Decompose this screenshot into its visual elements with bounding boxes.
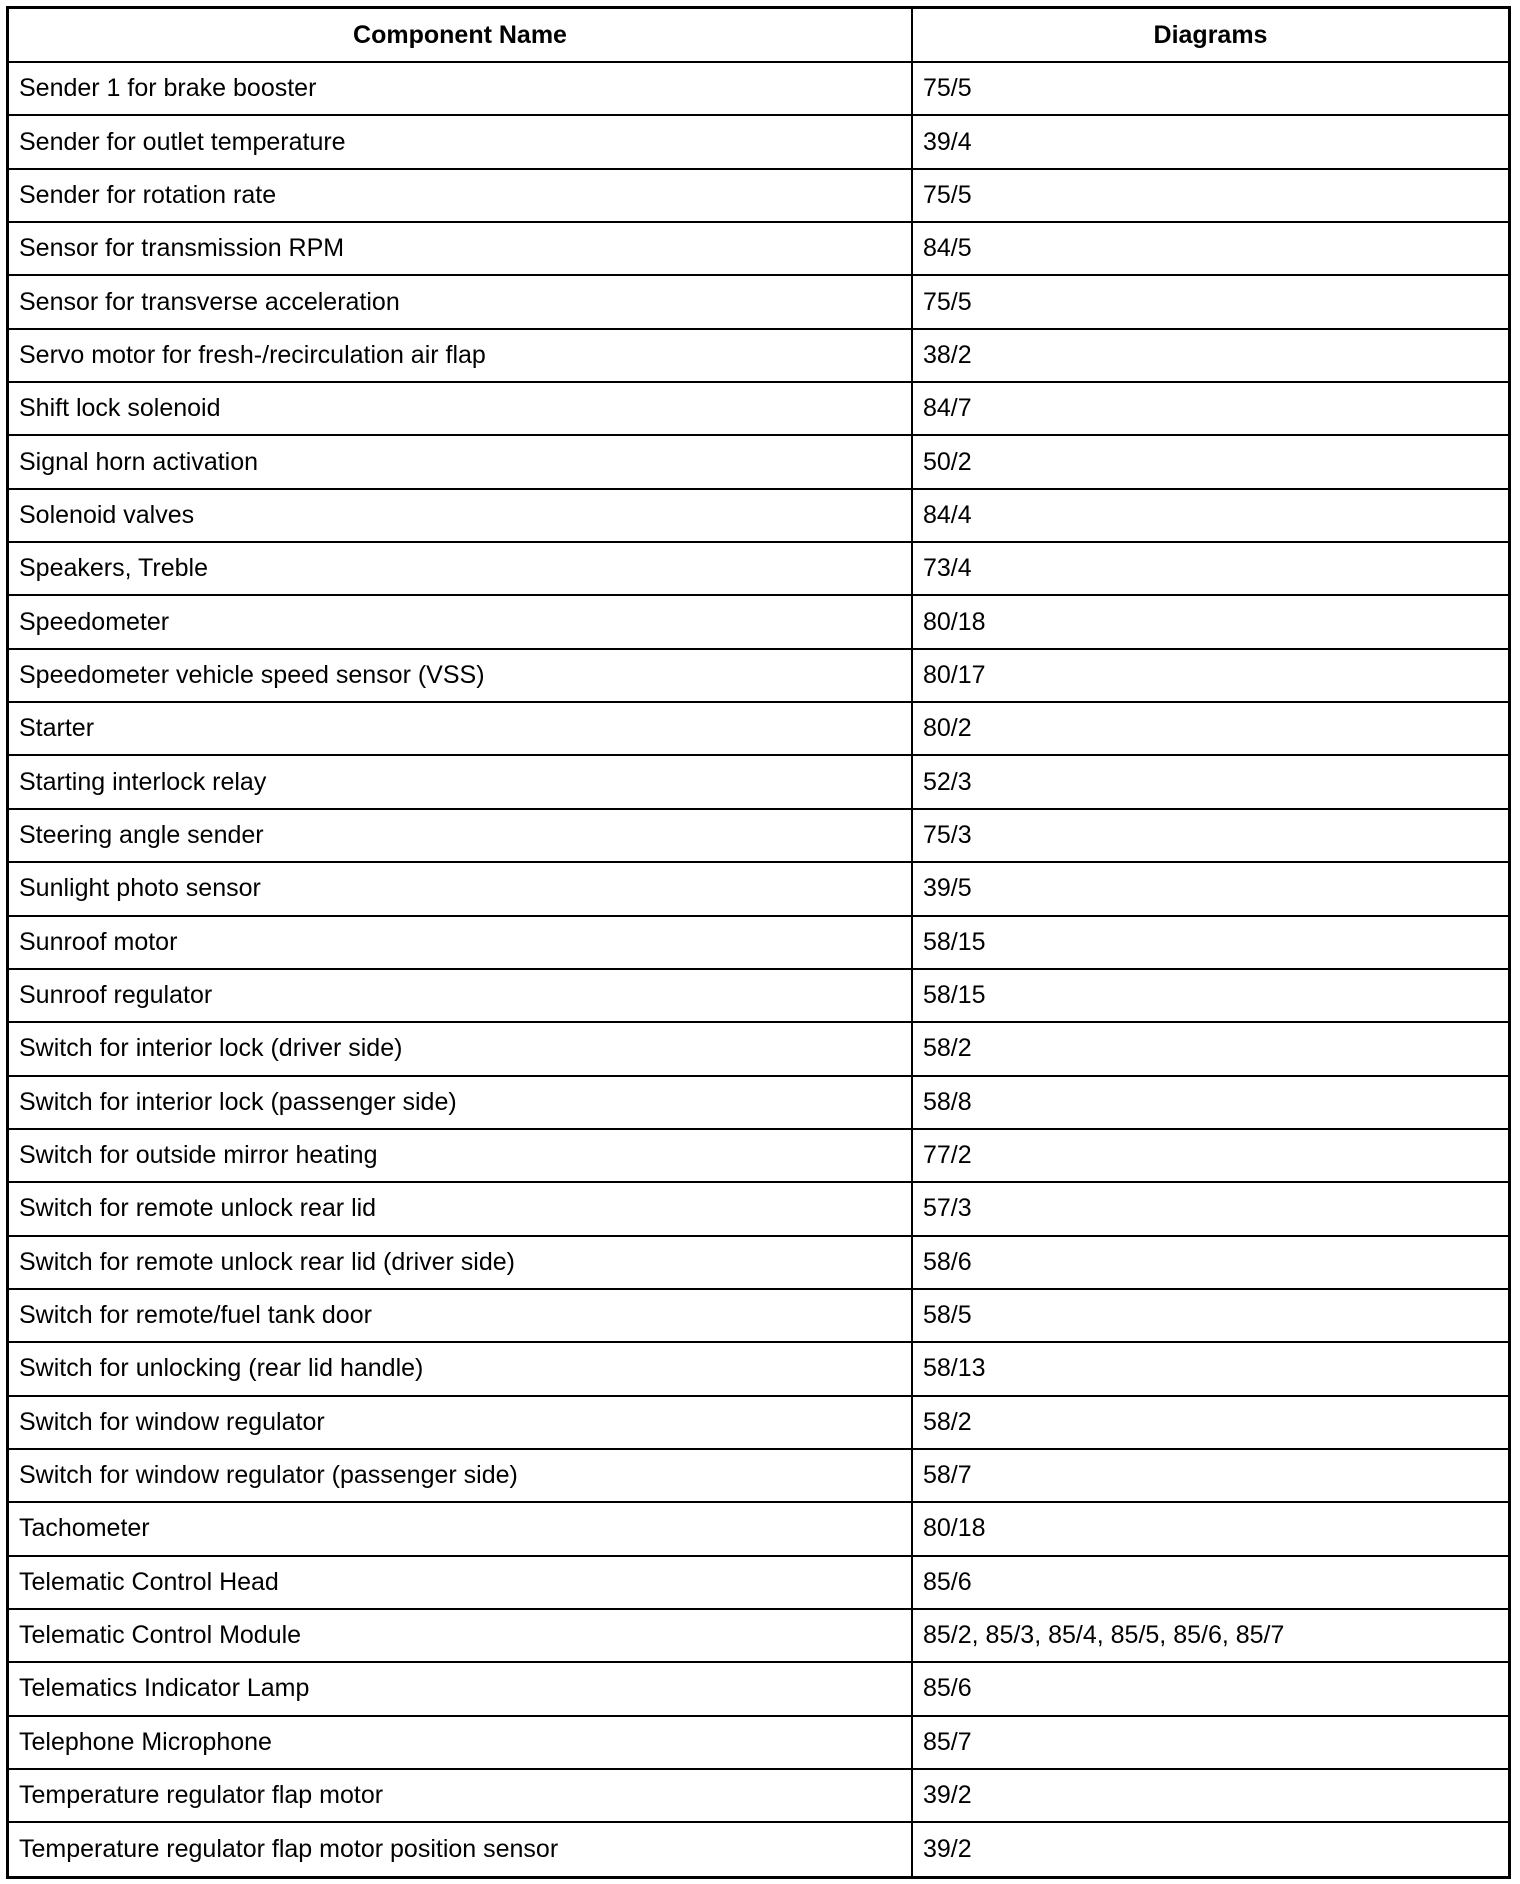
- diagrams-cell: 84/4: [912, 489, 1508, 542]
- diagrams-cell: 39/5: [912, 862, 1508, 915]
- table-row: [9, 1609, 1508, 1662]
- table-row: [9, 1289, 1508, 1342]
- component-name-cell: Switch for outside mirror heating: [9, 1129, 912, 1182]
- table-row: [9, 275, 1508, 328]
- table-row: [9, 916, 1508, 969]
- diagrams-cell: 84/5: [912, 222, 1508, 275]
- table-row: [9, 382, 1508, 435]
- table-row: [9, 649, 1508, 702]
- diagrams-cell: 75/5: [912, 169, 1508, 222]
- table-row: [9, 115, 1508, 168]
- table-row: [9, 1236, 1508, 1289]
- diagrams-cell: 58/8: [912, 1076, 1508, 1129]
- header-component-name: Component Name: [9, 9, 912, 62]
- component-name-cell: Telephone Microphone: [9, 1716, 912, 1769]
- table-row: [9, 222, 1508, 275]
- diagrams-cell: 80/18: [912, 595, 1508, 648]
- diagrams-cell: 80/17: [912, 649, 1508, 702]
- diagrams-cell: 39/4: [912, 115, 1508, 168]
- diagrams-cell: 85/2, 85/3, 85/4, 85/5, 85/6, 85/7: [912, 1609, 1508, 1662]
- table-row: [9, 1822, 1508, 1876]
- component-name-cell: Switch for remote unlock rear lid: [9, 1182, 912, 1235]
- diagrams-cell: 75/5: [912, 62, 1508, 115]
- table-row: [9, 489, 1508, 542]
- header-row: [9, 9, 1508, 62]
- diagrams-cell: 80/2: [912, 702, 1508, 755]
- component-name-cell: Speedometer vehicle speed sensor (VSS): [9, 649, 912, 702]
- component-name-cell: Telematics Indicator Lamp: [9, 1662, 912, 1715]
- component-name-cell: Signal horn activation: [9, 435, 912, 488]
- table-row: [9, 62, 1508, 115]
- table-row: [9, 595, 1508, 648]
- component-name-cell: Starting interlock relay: [9, 755, 912, 808]
- component-name-cell: Telematic Control Head: [9, 1556, 912, 1609]
- table-row: [9, 1556, 1508, 1609]
- table-row: [9, 1502, 1508, 1555]
- diagrams-cell: 58/15: [912, 969, 1508, 1022]
- component-name-cell: Temperature regulator flap motor: [9, 1769, 912, 1822]
- component-name-cell: Temperature regulator flap motor position sensor: [9, 1822, 912, 1876]
- table-row: [9, 862, 1508, 915]
- table-row: [9, 435, 1508, 488]
- table-row: [9, 1076, 1508, 1129]
- diagrams-cell: 58/15: [912, 916, 1508, 969]
- table-row: [9, 1662, 1508, 1715]
- component-name-cell: Solenoid valves: [9, 489, 912, 542]
- table-body: [9, 62, 1508, 1876]
- component-name-cell: Tachometer: [9, 1502, 912, 1555]
- component-name-cell: Sunroof motor: [9, 916, 912, 969]
- component-name-cell: Switch for interior lock (passenger side): [9, 1076, 912, 1129]
- diagrams-cell: 52/3: [912, 755, 1508, 808]
- component-table-frame: [6, 6, 1511, 1879]
- component-name-cell: Sunlight photo sensor: [9, 862, 912, 915]
- diagrams-cell: 84/7: [912, 382, 1508, 435]
- component-name-cell: Starter: [9, 702, 912, 755]
- table-row: [9, 329, 1508, 382]
- table-row: [9, 1342, 1508, 1395]
- diagrams-cell: 39/2: [912, 1822, 1508, 1876]
- table-row: [9, 1769, 1508, 1822]
- component-name-cell: Sensor for transverse acceleration: [9, 275, 912, 328]
- component-name-cell: Telematic Control Module: [9, 1609, 912, 1662]
- diagrams-cell: 85/6: [912, 1556, 1508, 1609]
- header-diagrams: Diagrams: [912, 9, 1508, 62]
- component-name-cell: Speedometer: [9, 595, 912, 648]
- diagrams-cell: 58/7: [912, 1449, 1508, 1502]
- diagrams-cell: 75/3: [912, 809, 1508, 862]
- table-row: [9, 542, 1508, 595]
- table-header: [9, 9, 1508, 62]
- diagrams-cell: 38/2: [912, 329, 1508, 382]
- table-row: [9, 1449, 1508, 1502]
- diagrams-cell: 85/6: [912, 1662, 1508, 1715]
- diagrams-cell: 80/18: [912, 1502, 1508, 1555]
- diagrams-cell: 58/13: [912, 1342, 1508, 1395]
- component-name-cell: Sender for rotation rate: [9, 169, 912, 222]
- table-row: [9, 969, 1508, 1022]
- component-name-cell: Switch for window regulator (passenger side): [9, 1449, 912, 1502]
- table-row: [9, 755, 1508, 808]
- component-diagram-table: [9, 9, 1508, 1876]
- table-row: [9, 169, 1508, 222]
- component-name-cell: Sensor for transmission RPM: [9, 222, 912, 275]
- component-name-cell: Steering angle sender: [9, 809, 912, 862]
- table-row: [9, 702, 1508, 755]
- diagrams-cell: 58/2: [912, 1022, 1508, 1075]
- component-name-cell: Sunroof regulator: [9, 969, 912, 1022]
- diagrams-cell: 77/2: [912, 1129, 1508, 1182]
- diagrams-cell: 58/6: [912, 1236, 1508, 1289]
- component-name-cell: Switch for window regulator: [9, 1396, 912, 1449]
- component-name-cell: Switch for remote unlock rear lid (driver side): [9, 1236, 912, 1289]
- diagrams-cell: 58/2: [912, 1396, 1508, 1449]
- table-row: [9, 809, 1508, 862]
- table-row: [9, 1129, 1508, 1182]
- table-row: [9, 1182, 1508, 1235]
- component-name-cell: Switch for remote/fuel tank door: [9, 1289, 912, 1342]
- component-name-cell: Switch for interior lock (driver side): [9, 1022, 912, 1075]
- component-name-cell: Shift lock solenoid: [9, 382, 912, 435]
- diagrams-cell: 73/4: [912, 542, 1508, 595]
- diagrams-cell: 85/7: [912, 1716, 1508, 1769]
- component-name-cell: Speakers, Treble: [9, 542, 912, 595]
- table-row: [9, 1022, 1508, 1075]
- component-name-cell: Servo motor for fresh-/recirculation air flap: [9, 329, 912, 382]
- diagrams-cell: 57/3: [912, 1182, 1508, 1235]
- diagrams-cell: 75/5: [912, 275, 1508, 328]
- diagrams-cell: 50/2: [912, 435, 1508, 488]
- component-name-cell: Sender for outlet temperature: [9, 115, 912, 168]
- table-row: [9, 1396, 1508, 1449]
- table-row: [9, 1716, 1508, 1769]
- component-name-cell: Sender 1 for brake booster: [9, 62, 912, 115]
- diagrams-cell: 39/2: [912, 1769, 1508, 1822]
- diagrams-cell: 58/5: [912, 1289, 1508, 1342]
- component-name-cell: Switch for unlocking (rear lid handle): [9, 1342, 912, 1395]
